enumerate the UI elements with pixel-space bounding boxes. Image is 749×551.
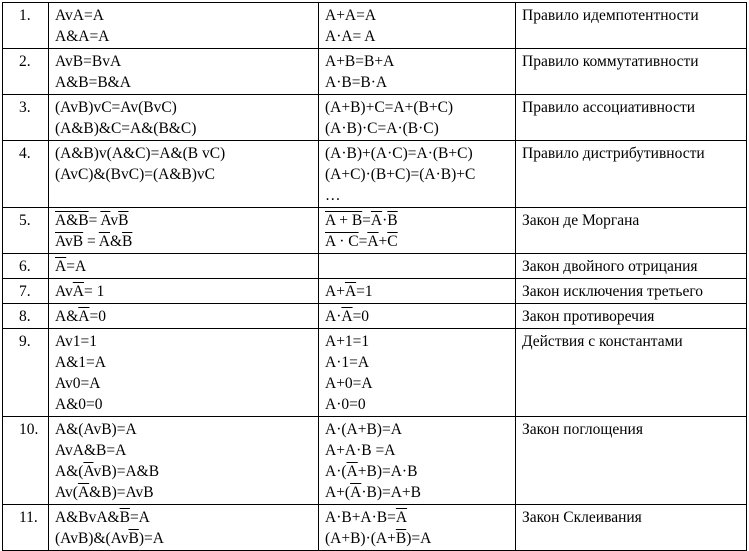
algebra-formula-line: $A \cdot C=\overline{A}+\overline{C}$ xyxy=(325,233,398,250)
law-name: Правило идемпотентности xyxy=(516,3,747,49)
algebra-formula-line: A·B=B·A xyxy=(325,74,388,91)
row-number: 6. xyxy=(3,254,49,279)
logic-formula-cell xyxy=(49,254,319,279)
table-row xyxy=(3,49,747,95)
table-row xyxy=(3,417,747,505)
law-name: Правило коммутативности xyxy=(516,49,747,95)
boolean-laws-table xyxy=(2,2,747,551)
row-number: 3. xyxy=(3,95,49,141)
algebra-formula-line: A·A= A xyxy=(325,28,376,45)
logic-formula-cell xyxy=(49,95,319,141)
algebra-formula-line: A+B=B+A xyxy=(325,53,395,70)
algebra-formula-cell xyxy=(319,417,516,505)
logic-formula-cell xyxy=(49,279,319,304)
row-number: 8. xyxy=(3,304,49,329)
logic-formula-line: $\overline{AvB}$ = $\overline{A}\&\overline{B}$ xyxy=(55,233,133,250)
algebra-formula-line: A+1=1 xyxy=(325,333,370,350)
table-row xyxy=(3,304,747,329)
logic-formula-line: Av0=A xyxy=(55,375,101,392)
logic-formula-line: $\overline{A}=A$ xyxy=(55,258,87,275)
logic-formula-line: (AvB)vC=Av(BvC) xyxy=(55,99,177,116)
algebra-formula-line: … xyxy=(325,187,341,204)
algebra-formula-line: A·(A+B)=A xyxy=(325,421,402,438)
algebra-formula-cell xyxy=(319,279,516,304)
row-number: 9. xyxy=(3,329,49,417)
algebra-formula-cell xyxy=(319,304,516,329)
logic-formula-cell xyxy=(49,49,319,95)
logic-formula-line: $Av(\overline{A}\&B)=AvB$ xyxy=(55,484,154,501)
algebra-formula-line: (A·B)·C=A·(B·C) xyxy=(325,120,439,137)
table-row xyxy=(3,208,747,254)
row-number: 7. xyxy=(3,279,49,304)
logic-formula-line: AvA&B=A xyxy=(55,442,127,459)
logic-formula-line: A&(AvB)=A xyxy=(55,421,137,438)
table-row xyxy=(3,141,747,208)
law-name: Закон де Моргана xyxy=(516,208,747,254)
table-row xyxy=(3,329,747,417)
algebra-formula-line: A+A=A xyxy=(325,7,377,24)
table-row xyxy=(3,254,747,279)
algebra-formula-line: A·1=A xyxy=(325,354,370,371)
logic-formula-cell xyxy=(49,141,319,208)
logic-formula-line: $(AvB)\&(Av\overline{B})=A$ xyxy=(55,530,164,547)
logic-formula-line: AvB=BvA xyxy=(55,53,122,70)
row-number: 5. xyxy=(3,208,49,254)
algebra-formula-cell xyxy=(319,208,516,254)
algebra-formula-cell xyxy=(319,3,516,49)
logic-formula-cell xyxy=(49,417,319,505)
logic-formula-line: A&0=0 xyxy=(55,396,103,413)
algebra-formula-line: $A+(\overline{A}\cdot B)=A+B$ xyxy=(325,484,421,501)
algebra-formula-cell xyxy=(319,329,516,417)
table-body xyxy=(3,3,747,551)
algebra-formula-line xyxy=(325,256,509,277)
logic-formula-line: A&A=A xyxy=(55,28,110,45)
law-name: Закон исключения третьего xyxy=(516,279,747,304)
algebra-formula-line: $A\cdot(\overline{A}+B)=A\cdot B$ xyxy=(325,463,418,480)
algebra-formula-line: $A+\overline{A}=1$ xyxy=(325,283,373,300)
law-name: Закон поглощения xyxy=(516,417,747,505)
algebra-formula-cell xyxy=(319,141,516,208)
logic-formula-cell xyxy=(49,304,319,329)
logic-formula-line: A&B= $\overline{A}v\overline{B}$ xyxy=(55,212,129,229)
algebra-formula-cell xyxy=(319,49,516,95)
logic-formula-line: AvA=A xyxy=(55,7,104,24)
law-name: Действия с константами xyxy=(516,329,747,417)
table-row xyxy=(3,3,747,49)
logic-formula-line: A&1=A xyxy=(55,354,106,371)
algebra-formula-line: A+A·B =A xyxy=(325,442,396,459)
law-name: Закон противоречия xyxy=(516,304,747,329)
logic-formula-line: (A&B)&C=A&(B&C) xyxy=(55,120,197,137)
logic-formula-cell xyxy=(49,208,319,254)
algebra-formula-line: $(A+B)\cdot(A+\overline{B})=A$ xyxy=(325,530,432,547)
algebra-formula-line: (A·B)+(A·C)=A·(B+C) xyxy=(325,145,473,162)
algebra-formula-line: (A+C)·(B+C)=(A·B)+C xyxy=(325,166,476,183)
law-name: Закон двойного отрицания xyxy=(516,254,747,279)
algebra-formula-line: A+0=A xyxy=(325,375,373,392)
law-name: Закон Склеивания xyxy=(516,505,747,551)
law-name: Правило дистрибутивности xyxy=(516,141,747,208)
algebra-formula-line: $A + B=\overline{A}\cdot\overline{B}$ xyxy=(325,212,398,229)
logic-formula-line: $A\&(\overline{A}vB)=A\&B$ xyxy=(55,463,160,480)
logic-formula-cell xyxy=(49,329,319,417)
logic-formula-line: (A&B)v(A&C)=A&(B vC) xyxy=(55,145,226,162)
logic-formula-line: $A\&\overline{A}=0$ xyxy=(55,308,106,325)
algebra-formula-line: $A\cdot\overline{A}=0$ xyxy=(325,308,370,325)
logic-formula-line: A&B=B&A xyxy=(55,74,131,91)
logic-formula-cell xyxy=(49,3,319,49)
algebra-formula-line: $A\cdot B+A\cdot B=\overline{A}$ xyxy=(325,509,408,526)
law-name: Правило ассоциативности xyxy=(516,95,747,141)
logic-formula-line: $Av\overline{A}= 1$ xyxy=(55,283,105,300)
logic-formula-line: Av1=1 xyxy=(55,333,98,350)
logic-formula-line: $A\&BvA\&\overline{B}=A$ xyxy=(55,509,150,526)
table-row xyxy=(3,95,747,141)
row-number: 4. xyxy=(3,141,49,208)
algebra-formula-cell xyxy=(319,95,516,141)
logic-formula-line: (AvC)&(BvC)=(A&B)vC xyxy=(55,166,216,183)
algebra-formula-line: A·0=0 xyxy=(325,396,366,413)
row-number: 1. xyxy=(3,3,49,49)
algebra-formula-line: (A+B)+C=A+(B+C) xyxy=(325,99,454,116)
row-number: 2. xyxy=(3,49,49,95)
row-number: 10. xyxy=(3,417,49,505)
table-row xyxy=(3,279,747,304)
row-number: 11. xyxy=(3,505,49,551)
algebra-formula-cell xyxy=(319,254,516,279)
